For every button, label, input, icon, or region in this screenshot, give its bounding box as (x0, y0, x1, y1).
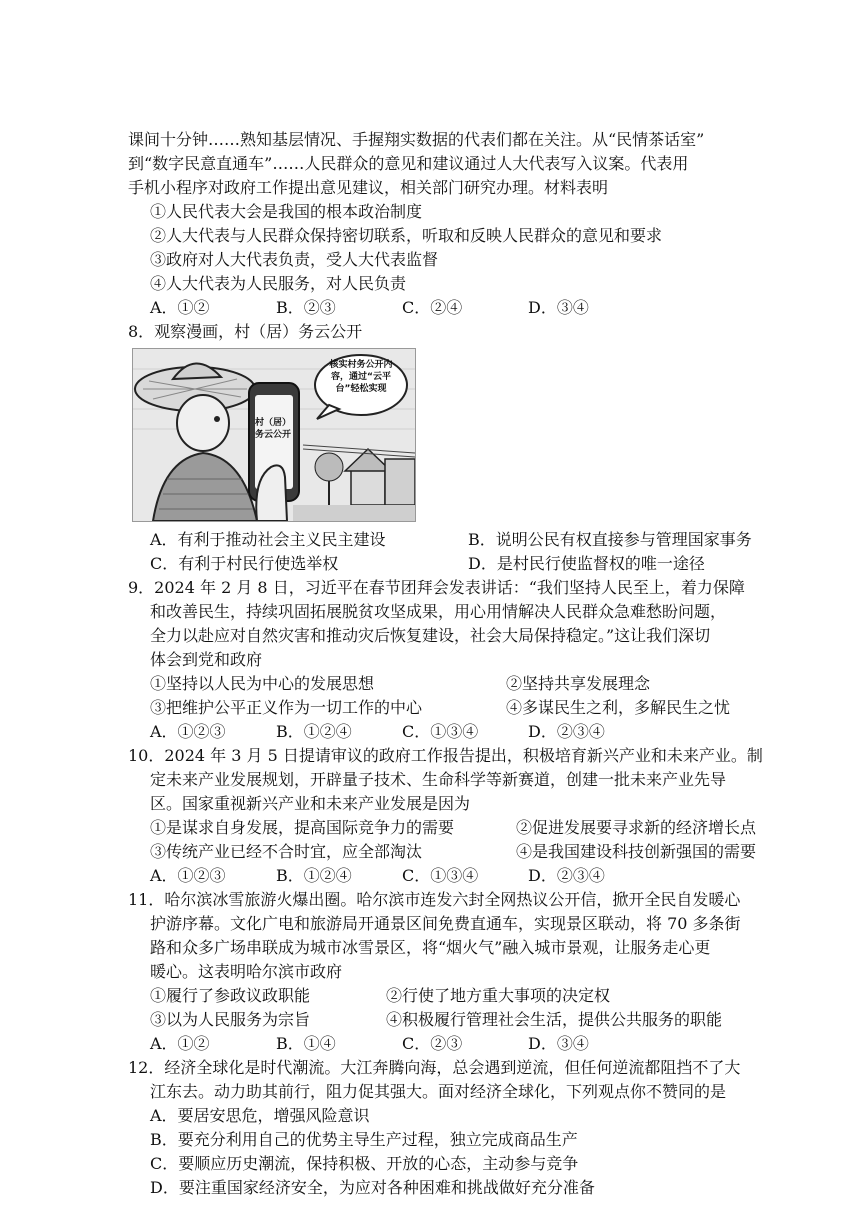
stem-line: 9．2024 年 2 月 8 日，习近平在春节团拜会发表讲话：“我们坚持人民至上，着力保障 (128, 578, 745, 597)
option-a: A．①②③ (150, 722, 226, 741)
option-d: D．要注重国家经济安全，为应对各种困难和挑战做好充分准备 (150, 1178, 595, 1197)
stem-line: 护游序幕。文化广电和旅游局开通景区间免费直通车，实现景区联动，将 70 多条街 (150, 914, 741, 933)
cartoon-image (132, 348, 416, 522)
cartoon-phone-text: 村（居）务云公开 (255, 418, 292, 440)
option-b: B．①②④ (276, 866, 352, 885)
option-d: D．②③④ (528, 722, 605, 741)
statement: ①是谋求自身发展，提高国际竞争力的需要 (150, 818, 455, 837)
question-10 (128, 744, 768, 888)
option-b: B．说明公民有权直接参与管理国家事务 (468, 530, 752, 549)
options-row (128, 296, 768, 320)
statement: ①坚持以人民为中心的发展思想 (150, 674, 375, 693)
statement: ④多谋民生之利，多解民生之忧 (506, 698, 731, 717)
option-c: C．①③④ (402, 866, 479, 885)
stem-line: 课间十分钟……熟知基层情况、手握翔实数据的代表们都在关注。从“民情茶话室” (128, 130, 705, 149)
option-a: A．①②③ (150, 866, 226, 885)
options-row (128, 528, 768, 552)
stem-line: 暖心。这表明哈尔滨市政府 (150, 962, 343, 981)
stem-line: 10．2024 年 3 月 5 日提请审议的政府工作报告提出，积极培育新兴产业和未来产业。制 (128, 746, 763, 765)
statements-row (128, 1008, 768, 1032)
stem-line: 定未来产业发展规划，开辟量子技术、生命科学等新赛道，创建一批未来产业先导 (150, 770, 727, 789)
statement: ③政府对人大代表负责，受人大代表监督 (150, 250, 439, 269)
statement: ③以为人民服务为宗旨 (150, 1010, 311, 1029)
statements-row (128, 696, 768, 720)
option-b: B．要充分利用自己的优势主导生产过程，独立完成商品生产 (150, 1130, 578, 1149)
statement: ②坚持共享发展理念 (506, 674, 651, 693)
stem-line: 和改善民生，持续巩固拓展脱贫攻坚成果，用心用情解决人民群众急难愁盼问题， (150, 602, 727, 621)
option-b: B．②③ (276, 298, 336, 317)
option-a: A．有利于推动社会主义民主建设 (150, 530, 386, 549)
stem-line: 到“数字民意直通车”……人民群众的意见和建议通过人大代表写入议案。代表用 (128, 154, 689, 173)
statements-row (128, 840, 768, 864)
option-b: B．①④ (276, 1034, 336, 1053)
exam-content (128, 128, 768, 1200)
option-d: D．②③④ (528, 866, 605, 885)
statement: ②行使了地方重大事项的决定权 (386, 986, 611, 1005)
statement: ④人大代表为人民服务，对人民负责 (150, 274, 407, 293)
question-stem: 8．观察漫画，村（居）务云公开 (128, 322, 363, 341)
option-a: A．要居安思危，增强风险意识 (150, 1106, 370, 1125)
stem-line: 体会到党和政府 (150, 650, 263, 669)
stem-line: 江东去。动力助其前行，阻力促其强大。面对经济全球化，下列观点你不赞同的是 (150, 1082, 727, 1101)
option-a: A．①② (150, 1034, 210, 1053)
statement: ③把维护公平正义作为一切工作的中心 (150, 698, 423, 717)
question-9 (128, 576, 768, 744)
stem-line: 手机小程序对政府工作提出意见建议，相关部门研究办理。材料表明 (128, 178, 609, 197)
cartoon-bubble-text: 核实村务公开内容，通过“云平台”轻松实现 (329, 360, 393, 394)
option-d: D．是村民行使监督权的唯一途径 (468, 554, 705, 573)
statement: ②促进发展要寻求新的经济增长点 (516, 818, 757, 837)
question-11 (128, 888, 768, 1056)
question-7-continued (128, 128, 768, 320)
options-row (128, 552, 768, 576)
statement: ②人大代表与人民群众保持密切联系，听取和反映人民群众的意见和要求 (150, 226, 663, 245)
statement: ①履行了参政议政职能 (150, 986, 311, 1005)
statements-row (128, 984, 768, 1008)
stem-line: 区。国家重视新兴产业和未来产业发展是因为 (150, 794, 471, 813)
options-row (128, 720, 768, 744)
statement: ①人民代表大会是我国的根本政治制度 (150, 202, 423, 221)
stem-line: 11．哈尔滨冰雪旅游火爆出圈。哈尔滨市连发六封全网热议公开信，掀开全民自发暖心 (128, 890, 741, 909)
options-row (128, 864, 768, 888)
statement: ③传统产业已经不合时宜，应全部淘汰 (150, 842, 423, 861)
stem-line: 12．经济全球化是时代潮流。大江奔腾向海，总会遇到逆流，但任何逆流都阻挡不了大 (128, 1058, 741, 1077)
options-row (128, 1032, 768, 1056)
option-b: B．①②④ (276, 722, 352, 741)
option-d: D．③④ (528, 298, 589, 317)
stem-line: 路和众多广场串联成为城市冰雪景区，将“烟火气”融入城市景观，让服务走心更 (150, 938, 711, 957)
question-8 (128, 320, 768, 576)
option-c: C．②③ (402, 1034, 463, 1053)
statement: ④积极履行管理社会生活，提供公共服务的职能 (386, 1010, 723, 1029)
option-c: C．有利于村民行使选举权 (150, 554, 339, 573)
statements-row (128, 672, 768, 696)
statement: ④是我国建设科技创新强国的需要 (516, 842, 757, 861)
option-c: C．要顺应历史潮流，保持积极、开放的心态，主动参与竞争 (150, 1154, 579, 1173)
question-12 (128, 1056, 768, 1200)
option-c: C．②④ (402, 298, 463, 317)
option-d: D．③④ (528, 1034, 589, 1053)
option-a: A．①② (150, 298, 210, 317)
stem-line: 全力以赴应对自然灾害和推动灾后恢复建设，社会大局保持稳定。”这让我们深切 (150, 626, 711, 645)
statements-row (128, 816, 768, 840)
option-c: C．①③④ (402, 722, 479, 741)
